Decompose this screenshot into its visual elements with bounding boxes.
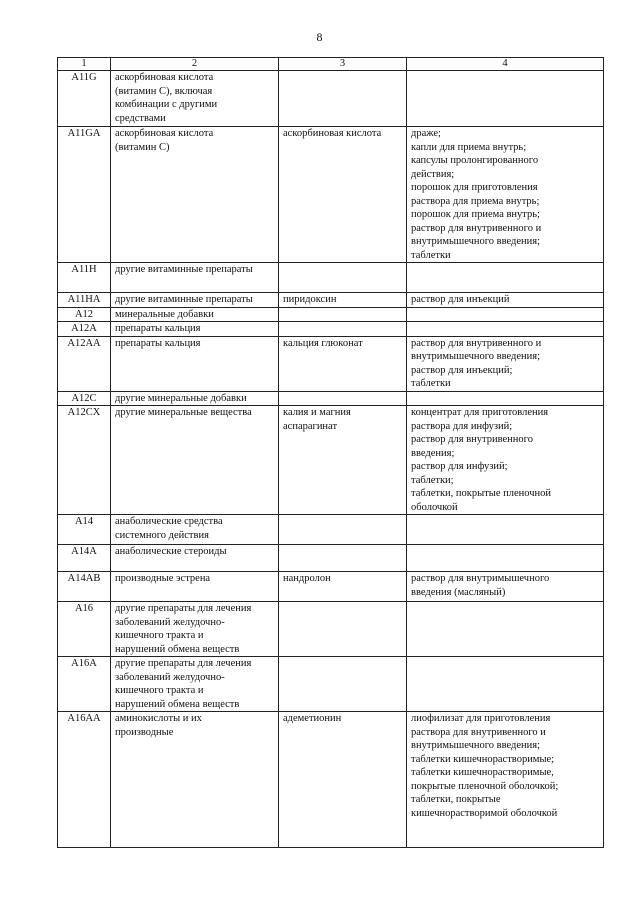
drug-table [57, 57, 604, 848]
substance-cell-line: нандролон [283, 573, 331, 584]
dosage-forms-cell-line: раствор для внутривенного [411, 434, 533, 445]
group-cell-line: препараты кальция [115, 323, 201, 334]
header-col-2: 2 [111, 58, 279, 71]
table-row [58, 263, 604, 293]
dosage-forms-cell [407, 336, 604, 391]
group-cell-line: анаболические стероиды [115, 546, 227, 557]
group-cell [111, 71, 279, 127]
group-cell-line: анаболические средства [115, 516, 223, 527]
group-cell [111, 712, 279, 848]
group-cell-line: средствами [115, 112, 166, 124]
header-col-3: 3 [279, 58, 407, 71]
group-cell [111, 657, 279, 712]
table-row [58, 293, 604, 308]
table-row [58, 322, 604, 337]
substance-cell [279, 127, 407, 263]
table-row [58, 602, 604, 657]
group-cell-line: заболеваний желудочно- [115, 616, 225, 628]
dosage-forms-cell-line: покрытые пленочной оболочкой; [411, 780, 559, 792]
dosage-forms-cell [407, 712, 604, 848]
dosage-forms-cell-line: раствора для внутривенного и [411, 726, 546, 738]
group-cell-line: производные [115, 726, 174, 738]
group-cell-line: комбинации с другими [115, 99, 218, 110]
dosage-forms-cell-line: раствор для внутривенного и [411, 222, 542, 234]
dosage-forms-cell-line: таблетки кишечнорастворимые; [411, 753, 555, 765]
dosage-forms-cell-line: лиофилизат для приготовления [411, 713, 551, 724]
atc-code-cell: A11H [58, 263, 111, 293]
group-cell [111, 336, 279, 391]
group-cell-line: кишечного тракта и [115, 630, 204, 641]
substance-cell [279, 391, 407, 406]
table-row [58, 71, 604, 127]
dosage-forms-cell-line: раствор для внутривенного и [411, 337, 542, 349]
substance-cell [279, 657, 407, 712]
dosage-forms-cell [407, 657, 604, 712]
table-row [58, 712, 604, 848]
atc-code-cell: A16 [58, 602, 111, 657]
dosage-forms-cell [407, 515, 604, 545]
dosage-forms-cell-line: внутримышечного введения; [411, 740, 541, 751]
group-cell [111, 307, 279, 322]
substance-cell-line: аскорбиновая кислота [283, 128, 382, 139]
atc-code-cell: A12A [58, 322, 111, 337]
header-col-1: 1 [58, 58, 111, 71]
atc-code-cell: A14A [58, 545, 111, 572]
substance-cell-line: аспарагинат [283, 420, 338, 432]
group-cell-line: другие минеральные добавки [115, 392, 247, 404]
table-row [58, 545, 604, 572]
group-cell-line: другие витаминные препараты [115, 264, 253, 275]
dosage-forms-cell-line: раствор для внутримышечного [411, 573, 550, 584]
group-cell-line: нарушений обмена веществ [115, 643, 240, 655]
substance-cell [279, 602, 407, 657]
atc-code-cell: A11GA [58, 127, 111, 263]
dosage-forms-cell [407, 322, 604, 337]
table-row [58, 515, 604, 545]
group-cell-line: кишечного тракта и [115, 685, 204, 696]
group-cell-line: аскорбиновая кислота [115, 72, 214, 83]
table-body [58, 58, 604, 848]
dosage-forms-cell-line: внутримышечного введения; [411, 236, 541, 247]
substance-cell [279, 712, 407, 848]
dosage-forms-cell [407, 263, 604, 293]
substance-cell [279, 307, 407, 322]
dosage-forms-cell [407, 545, 604, 572]
table-row [58, 572, 604, 602]
group-cell-line: производные эстрена [115, 573, 211, 584]
atc-code-cell: A14AB [58, 572, 111, 602]
header-col-4: 4 [407, 58, 604, 71]
dosage-forms-cell-line: капсулы пролонгированного [411, 155, 539, 166]
group-cell-line: другие препараты для лечения [115, 658, 252, 669]
group-cell-line: (витамин С), включая [115, 85, 213, 97]
substance-cell [279, 336, 407, 391]
dosage-forms-cell-line: таблетки, покрытые пленочной [411, 488, 552, 499]
dosage-forms-cell-line: таблетки [411, 378, 451, 389]
dosage-forms-cell [407, 391, 604, 406]
atc-code-cell: A12 [58, 307, 111, 322]
group-cell-line: (витамин С) [115, 141, 170, 153]
dosage-forms-cell-line: раствор для инфузий; [411, 461, 508, 472]
table-row [58, 406, 604, 515]
dosage-forms-cell-line: внутримышечного введения; [411, 351, 541, 362]
page-number: 8 [316, 30, 323, 44]
dosage-forms-cell-line: таблетки; [411, 474, 454, 486]
group-cell [111, 391, 279, 406]
group-cell [111, 515, 279, 545]
substance-cell [279, 515, 407, 545]
dosage-forms-cell-line: концентрат для приготовления [411, 407, 549, 418]
atc-code-cell: A12C [58, 391, 111, 406]
group-cell-line: другие витаминные препараты [115, 294, 253, 305]
atc-code-cell: A11HA [58, 293, 111, 308]
group-cell [111, 322, 279, 337]
substance-cell-line: кальция глюконат [283, 337, 363, 349]
dosage-forms-cell [407, 293, 604, 308]
substance-cell [279, 572, 407, 602]
substance-cell-line: пиридоксин [283, 294, 337, 305]
atc-code-cell: A11G [58, 71, 111, 127]
substance-cell-line: калия и магния [283, 407, 351, 418]
dosage-forms-cell-line: порошок для приготовления [411, 182, 538, 193]
group-cell [111, 545, 279, 572]
table-row [58, 336, 604, 391]
group-cell-line: системного действия [115, 529, 209, 541]
dosage-forms-cell-line: капли для приема внутрь; [411, 141, 527, 153]
dosage-forms-cell [407, 307, 604, 322]
atc-code-cell: A16A [58, 657, 111, 712]
atc-code-cell: A12CX [58, 406, 111, 515]
table-row [58, 657, 604, 712]
group-cell [111, 602, 279, 657]
dosage-forms-cell-line: раствор для инъекций [411, 294, 510, 305]
dosage-forms-cell-line: введения; [411, 447, 455, 459]
dosage-forms-cell [407, 602, 604, 657]
dosage-forms-cell [407, 71, 604, 127]
table-row [58, 307, 604, 322]
dosage-forms-cell-line: таблетки кишечнорастворимые, [411, 767, 554, 778]
group-cell-line: аскорбиновая кислота [115, 128, 214, 139]
substance-cell [279, 71, 407, 127]
substance-cell [279, 322, 407, 337]
dosage-forms-cell-line: оболочкой [411, 501, 458, 513]
table-row [58, 127, 604, 263]
dosage-forms-cell-line: кишечнорастворимой оболочкой [411, 807, 558, 819]
dosage-forms-cell-line: раствор для инъекций; [411, 364, 513, 376]
group-cell-line: другие минеральные вещества [115, 407, 252, 418]
group-cell [111, 263, 279, 293]
group-cell-line: другие препараты для лечения [115, 603, 252, 614]
dosage-forms-cell-line: раствора для приема внутрь; [411, 195, 540, 207]
dosage-forms-cell-line: таблетки, покрытые [411, 794, 501, 805]
group-cell-line: заболеваний желудочно- [115, 671, 225, 683]
dosage-forms-cell [407, 127, 604, 263]
dosage-forms-cell [407, 572, 604, 602]
substance-cell [279, 293, 407, 308]
table-header-row [58, 58, 604, 71]
group-cell [111, 406, 279, 515]
group-cell-line: аминокислоты и их [115, 713, 202, 724]
dosage-forms-cell-line: действия; [411, 168, 455, 180]
group-cell-line: минеральные добавки [115, 308, 214, 320]
dosage-forms-cell-line: порошок для приема внутрь; [411, 209, 540, 220]
atc-code-cell: A12AA [58, 336, 111, 391]
dosage-forms-cell-line: раствора для инфузий; [411, 420, 513, 432]
substance-cell [279, 545, 407, 572]
atc-code-cell: A16AA [58, 712, 111, 848]
dosage-forms-cell-line: драже; [411, 128, 441, 139]
group-cell-line: нарушений обмена веществ [115, 698, 240, 710]
group-cell [111, 293, 279, 308]
dosage-forms-cell [407, 406, 604, 515]
group-cell [111, 572, 279, 602]
substance-cell [279, 263, 407, 293]
group-cell [111, 127, 279, 263]
atc-code-cell: A14 [58, 515, 111, 545]
group-cell-line: препараты кальция [115, 337, 201, 349]
substance-cell [279, 406, 407, 515]
dosage-forms-cell-line: таблетки [411, 249, 451, 261]
table-row [58, 391, 604, 406]
substance-cell-line: адеметионин [283, 713, 342, 724]
dosage-forms-cell-line: введения (масляный) [411, 586, 506, 598]
